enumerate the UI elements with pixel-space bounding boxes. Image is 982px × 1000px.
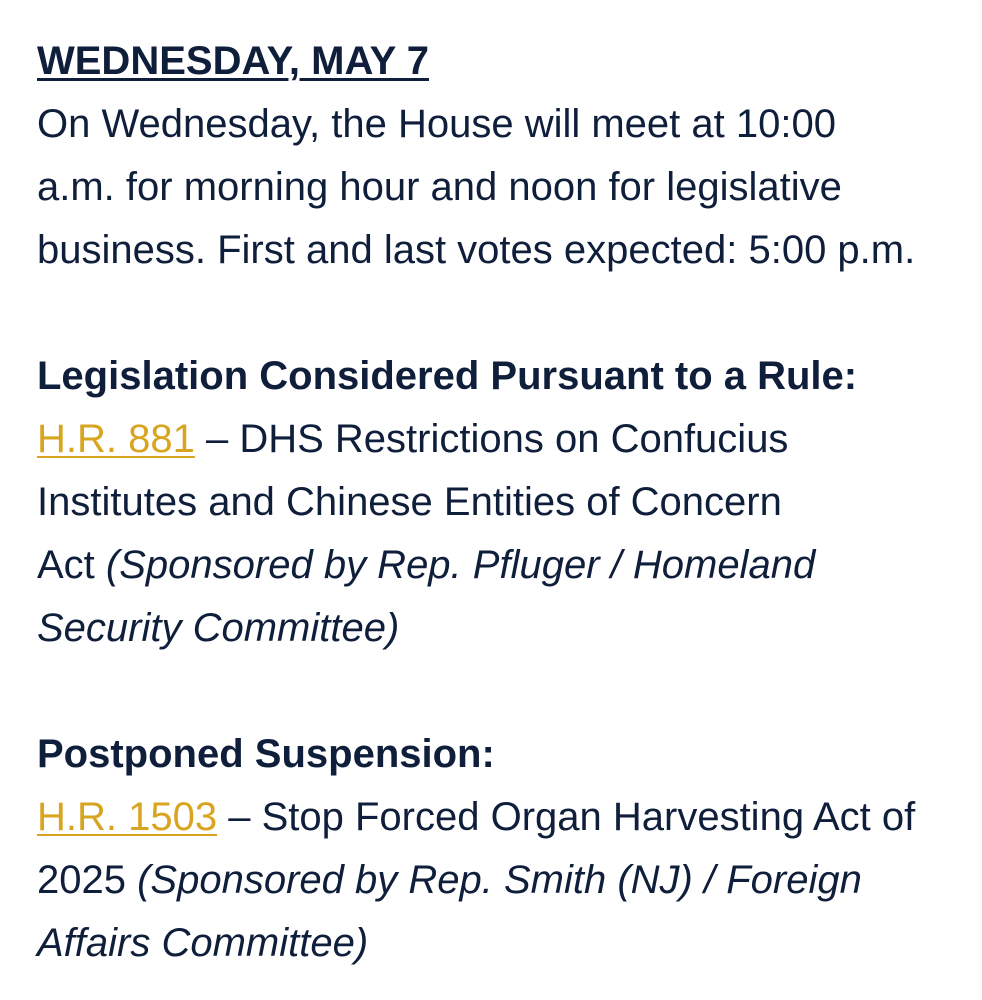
bill-line (37, 786, 972, 849)
day-heading: WEDNESDAY, MAY 7 (37, 39, 429, 83)
floor-schedule (37, 30, 972, 975)
bill-entry (37, 786, 972, 975)
spacer (37, 282, 972, 345)
bill-line (37, 408, 972, 471)
bill-sponsor: Affairs Committee) (37, 921, 369, 965)
bill-sponsor: Security Committee) (37, 606, 400, 650)
section-heading: Postponed Suspension: (37, 732, 495, 776)
bill-title: – DHS Restrictions on Confucius (194, 417, 789, 461)
bill-line (37, 849, 972, 912)
bill-link-hr-881[interactable]: H.R. 881 (37, 417, 195, 461)
bill-line (37, 534, 972, 597)
schedule-line: On Wednesday, the House will meet at 10:00 (37, 102, 836, 146)
bill-sponsor: (Sponsored by Rep. Pfluger / Homeland (105, 543, 816, 587)
bill-title: – Stop Forced Organ Harvesting Act of (217, 795, 916, 839)
section-heading: Legislation Considered Pursuant to a Rule: (37, 354, 858, 398)
bill-title: Act (37, 543, 106, 587)
bill-sponsor: (Sponsored by Rep. Smith (NJ) / Foreign (137, 858, 862, 902)
bill-title: Institutes and Chinese Entities of Concern (37, 480, 782, 524)
postponed-suspension-section (37, 723, 972, 975)
schedule-line: a.m. for morning hour and noon for legislative (37, 165, 842, 209)
bill-title: 2025 (37, 858, 138, 902)
spacer (37, 660, 972, 723)
rule-legislation-section (37, 345, 972, 660)
schedule-line: business. First and last votes expected: 5:00 p.m. (37, 228, 916, 272)
schedule-paragraph (37, 93, 972, 282)
bill-entry (37, 408, 972, 660)
bill-link-hr-1503[interactable]: H.R. 1503 (37, 795, 218, 839)
